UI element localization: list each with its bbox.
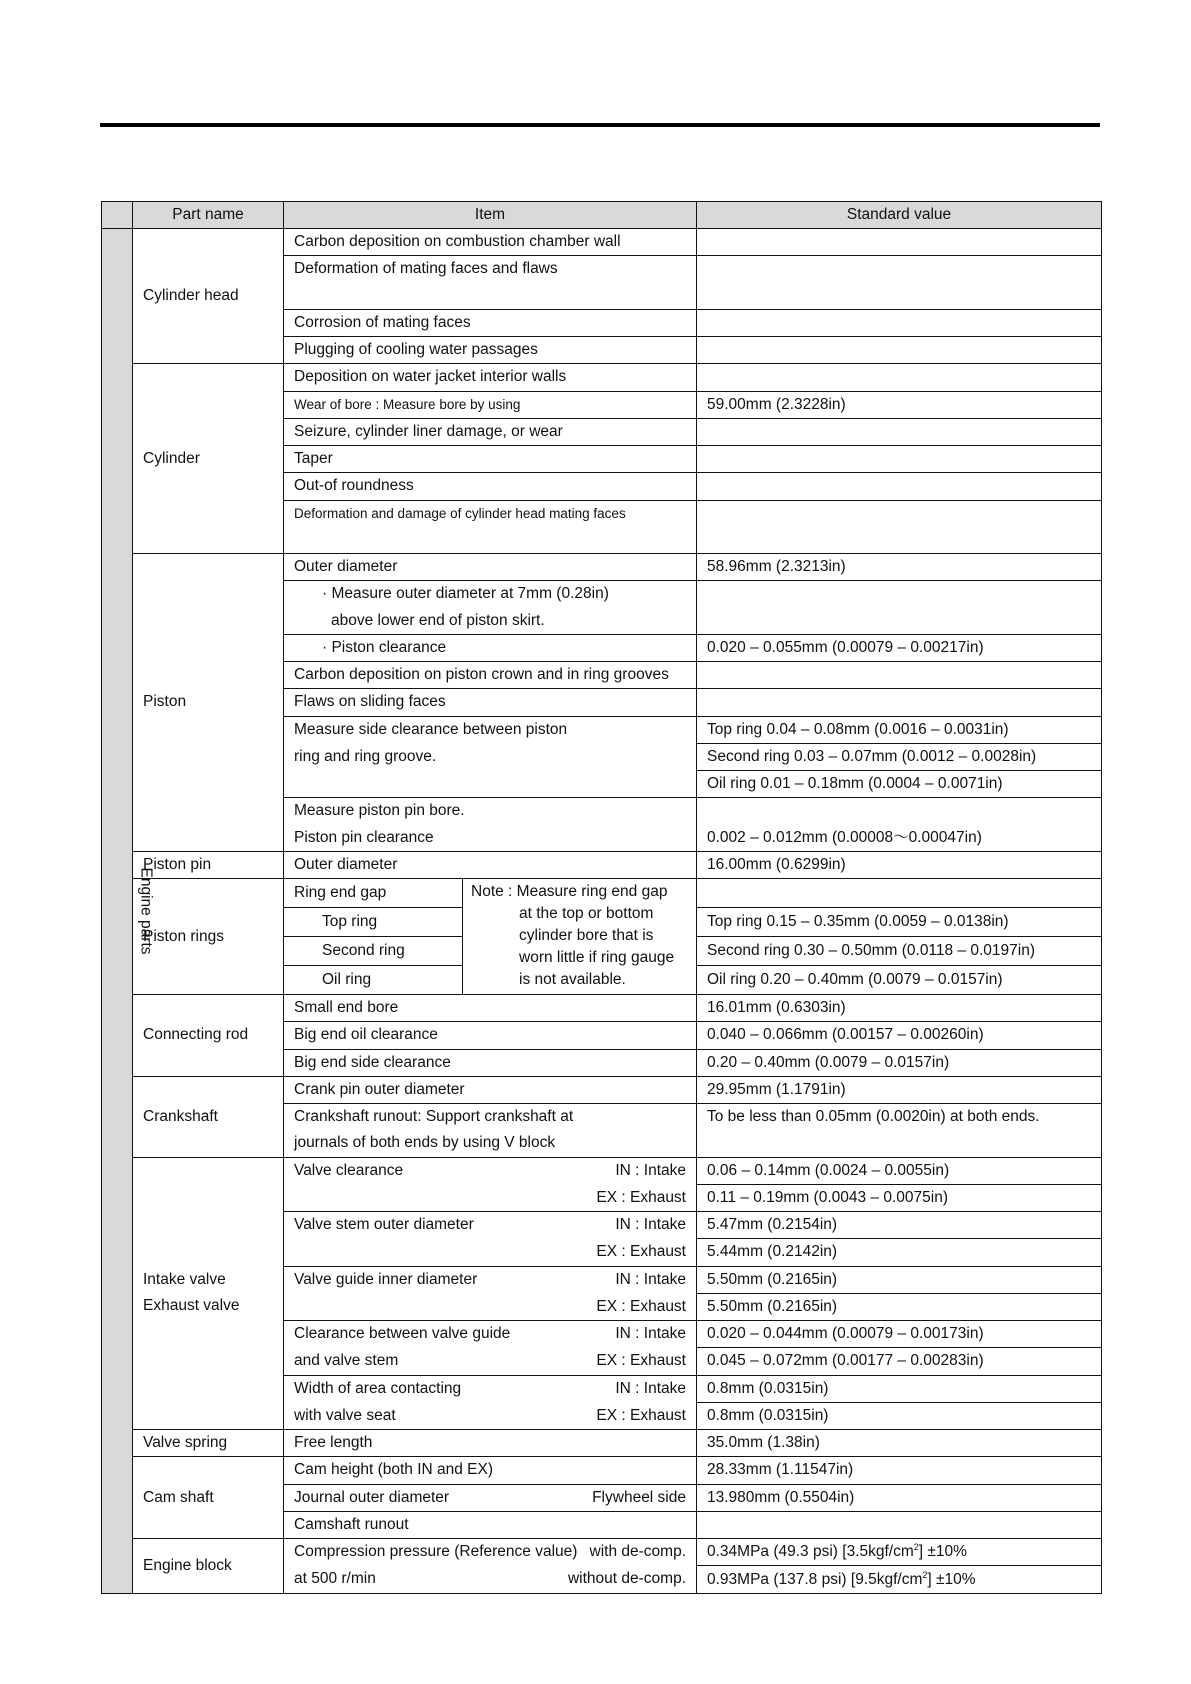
value-cell: 0.20 – 0.40mm (0.0079 – 0.0157in) bbox=[697, 1049, 1102, 1076]
value-text: 0.34MPa (49.3 psi) [3.5kgf/cm bbox=[707, 1543, 914, 1561]
item-cell: Seizure, cylinder liner damage, or wear bbox=[284, 418, 697, 445]
value-text: 0.93MPa (137.8 psi) [9.5kgf/cm bbox=[707, 1570, 923, 1588]
intake-label: IN : Intake bbox=[615, 1216, 686, 1234]
table-row bbox=[102, 364, 1102, 391]
item-cell: Wear of bore : Measure bore by using bbox=[284, 391, 697, 418]
item-cell bbox=[284, 527, 697, 554]
item-cell: Measure piston pin bore. bbox=[284, 798, 697, 825]
value-cell bbox=[697, 879, 1102, 908]
value-cell: 5.50mm (0.2165in) bbox=[697, 1293, 1102, 1320]
value-cell: 13.980mm (0.5504in) bbox=[697, 1484, 1102, 1511]
value-cell: 0.040 – 0.066mm (0.00157 – 0.00260in) bbox=[697, 1022, 1102, 1049]
value-superscript: 2 bbox=[913, 1542, 919, 1553]
value-cell bbox=[697, 309, 1102, 336]
item-cell: Outer diameter bbox=[284, 851, 697, 878]
item-label: and valve stem bbox=[294, 1352, 399, 1370]
item-cell: Measure side clearance between piston bbox=[284, 716, 697, 743]
item-cell: Flaws on sliding faces bbox=[284, 689, 697, 716]
decomp-label: without de-comp. bbox=[567, 1570, 686, 1588]
item-cell: Outer diameter bbox=[284, 554, 697, 581]
value-cell: 0.045 – 0.072mm (0.00177 – 0.00283in) bbox=[697, 1348, 1102, 1375]
value-cell: 29.95mm (1.1791in) bbox=[697, 1076, 1102, 1103]
value-cell: 0.020 – 0.055mm (0.00079 – 0.00217in) bbox=[697, 634, 1102, 661]
item-cell: EX : Exhaust bbox=[284, 1293, 697, 1320]
item-cell: Deposition on water jacket interior walls bbox=[284, 364, 697, 391]
item-cell: EX : Exhaust bbox=[284, 1184, 697, 1211]
item-cell: Corrosion of mating faces bbox=[284, 309, 697, 336]
table-row bbox=[102, 1076, 1102, 1103]
item-cell: Deformation of mating faces and flaws bbox=[284, 256, 697, 283]
item-cell: Crank pin outer diameter bbox=[284, 1076, 697, 1103]
note-head: Note : Measure ring end gap bbox=[471, 883, 668, 900]
value-cell bbox=[697, 1511, 1102, 1538]
part-piston-rings: Piston rings bbox=[133, 879, 284, 995]
item-cell: ring and ring groove. bbox=[284, 743, 697, 770]
table-row bbox=[102, 851, 1102, 878]
item-cell bbox=[284, 1266, 697, 1293]
item-cell bbox=[284, 1321, 697, 1348]
table-row bbox=[102, 1539, 1102, 1566]
value-cell: 0.11 – 0.19mm (0.0043 – 0.0075in) bbox=[697, 1184, 1102, 1211]
item-cell: Second ring bbox=[284, 937, 463, 966]
value-cell bbox=[697, 798, 1102, 825]
item-cell: Cam height (both IN and EX) bbox=[284, 1457, 697, 1484]
value-cell bbox=[697, 446, 1102, 473]
item-cell bbox=[284, 1375, 697, 1402]
value-cell: 59.00mm (2.3228in) bbox=[697, 391, 1102, 418]
value-superscript: 2 bbox=[922, 1569, 928, 1580]
item-label: Valve guide inner diameter bbox=[294, 1270, 478, 1288]
value-cell bbox=[697, 473, 1102, 500]
item-cell: Crankshaft runout: Support crankshaft at bbox=[284, 1104, 697, 1131]
item-cell: Top ring bbox=[284, 908, 463, 937]
item-cell bbox=[284, 1348, 697, 1375]
value-cell bbox=[697, 229, 1102, 256]
item-cell: Piston pin clearance bbox=[284, 825, 697, 852]
item-cell bbox=[284, 1402, 697, 1429]
spec-sheet bbox=[101, 201, 1101, 1594]
table-header-row bbox=[102, 202, 1102, 229]
table-row bbox=[102, 1430, 1102, 1457]
group-label: Engine parts bbox=[137, 867, 155, 955]
header-rule bbox=[100, 123, 1100, 127]
item-cell: above lower end of piston skirt. bbox=[284, 608, 697, 635]
value-cell bbox=[697, 662, 1102, 689]
value-tolerance: ] ±10% bbox=[927, 1570, 976, 1588]
table-row bbox=[102, 554, 1102, 581]
value-cell bbox=[697, 364, 1102, 391]
table-row bbox=[102, 1157, 1102, 1184]
value-cell: 5.50mm (0.2165in) bbox=[697, 1266, 1102, 1293]
part-valve-spring: Valve spring bbox=[133, 1430, 284, 1457]
value-cell: 5.47mm (0.2154in) bbox=[697, 1212, 1102, 1239]
item-cell: Out-of roundness bbox=[284, 473, 697, 500]
value-cell: 16.00mm (0.6299in) bbox=[697, 851, 1102, 878]
value-cell bbox=[697, 418, 1102, 445]
table-row bbox=[102, 995, 1102, 1022]
value-cell bbox=[697, 1539, 1102, 1566]
value-cell: 28.33mm (1.11547in) bbox=[697, 1457, 1102, 1484]
value-cell: 5.44mm (0.2142in) bbox=[697, 1239, 1102, 1266]
table-row bbox=[102, 1457, 1102, 1484]
value-cell: 0.8mm (0.0315in) bbox=[697, 1402, 1102, 1429]
item-cell: Deformation and damage of cylinder head mating faces bbox=[284, 500, 697, 527]
item-cell: Camshaft runout bbox=[284, 1511, 697, 1538]
item-cell bbox=[284, 1539, 697, 1566]
part-cylinder: Cylinder bbox=[133, 364, 284, 554]
item-label: Journal outer diameter bbox=[294, 1488, 450, 1506]
item-cell bbox=[284, 1157, 697, 1184]
exhaust-label: EX : Exhaust bbox=[596, 1352, 686, 1370]
value-cell bbox=[697, 1566, 1102, 1594]
item-cell: Big end oil clearance bbox=[284, 1022, 697, 1049]
item-label: Clearance between valve guide bbox=[294, 1325, 511, 1343]
value-cell: 58.96mm (2.3213in) bbox=[697, 554, 1102, 581]
part-piston-pin: Piston pin bbox=[133, 851, 284, 878]
value-cell bbox=[697, 500, 1102, 554]
item-cell: Taper bbox=[284, 446, 697, 473]
item-label: at 500 r/min bbox=[294, 1570, 376, 1588]
item-cell: · Piston clearance bbox=[284, 634, 697, 661]
item-cell: Ring end gap bbox=[284, 879, 463, 908]
header-standard-value: Standard value bbox=[697, 202, 1102, 229]
value-cell bbox=[697, 689, 1102, 716]
ring-gap-note bbox=[463, 879, 697, 995]
value-cell: 0.06 – 0.14mm (0.0024 – 0.0055in) bbox=[697, 1157, 1102, 1184]
header-blank bbox=[102, 202, 133, 229]
part-crankshaft: Crankshaft bbox=[133, 1076, 284, 1157]
value-cell: Second ring 0.30 – 0.50mm (0.0118 – 0.0197in) bbox=[697, 937, 1102, 966]
item-label: Valve clearance bbox=[294, 1161, 404, 1179]
header-item: Item bbox=[284, 202, 697, 229]
part-intake-valve: Intake valve bbox=[143, 1271, 226, 1289]
item-label: Compression pressure (Reference value) bbox=[294, 1543, 578, 1561]
value-cell bbox=[697, 256, 1102, 310]
item-cell: journals of both ends by using V block bbox=[284, 1130, 697, 1157]
part-cylinder-head: Cylinder head bbox=[133, 229, 284, 364]
item-cell bbox=[284, 1566, 697, 1594]
value-cell: 35.0mm (1.38in) bbox=[697, 1430, 1102, 1457]
value-cell bbox=[697, 1130, 1102, 1157]
part-cam-shaft: Cam shaft bbox=[133, 1457, 284, 1539]
item-cell: Carbon deposition on piston crown and in ring grooves bbox=[284, 662, 697, 689]
item-cell: Carbon deposition on combustion chamber wall bbox=[284, 229, 697, 256]
item-cell: Small end bore bbox=[284, 995, 697, 1022]
value-cell: Second ring 0.03 – 0.07mm (0.0012 – 0.0028in) bbox=[697, 743, 1102, 770]
intake-label: IN : Intake bbox=[615, 1161, 686, 1179]
item-cell bbox=[284, 283, 697, 310]
value-cell: Top ring 0.04 – 0.08mm (0.0016 – 0.0031in) bbox=[697, 716, 1102, 743]
value-cell: 16.01mm (0.6303in) bbox=[697, 995, 1102, 1022]
item-cell bbox=[284, 1484, 697, 1511]
value-cell: To be less than 0.05mm (0.0020in) at both ends. bbox=[697, 1104, 1102, 1131]
item-cell: · Measure outer diameter at 7mm (0.28in) bbox=[284, 581, 697, 608]
group-label-cell bbox=[102, 229, 155, 1594]
part-connecting-rod: Connecting rod bbox=[133, 995, 284, 1077]
value-tolerance: ] ±10% bbox=[918, 1543, 967, 1561]
note-body: at the top or bottom cylinder bore that is worn little if ring gauge is not available. bbox=[519, 905, 675, 988]
value-cell: 0.8mm (0.0315in) bbox=[697, 1375, 1102, 1402]
item-cell: Plugging of cooling water passages bbox=[284, 337, 697, 364]
part-exhaust-valve: Exhaust valve bbox=[143, 1297, 240, 1315]
table-row bbox=[102, 879, 1102, 908]
item-label: with valve seat bbox=[294, 1406, 396, 1424]
flywheel-side-label: Flywheel side bbox=[592, 1488, 686, 1506]
header-part-name: Part name bbox=[133, 202, 284, 229]
part-piston: Piston bbox=[133, 554, 284, 852]
value-cell: Oil ring 0.01 – 0.18mm (0.0004 – 0.0071in) bbox=[697, 771, 1102, 798]
item-label: Width of area contacting bbox=[294, 1379, 462, 1397]
intake-label: IN : Intake bbox=[615, 1325, 686, 1343]
decomp-label: with de-comp. bbox=[589, 1543, 686, 1561]
exhaust-label: EX : Exhaust bbox=[596, 1406, 686, 1424]
item-cell bbox=[284, 771, 697, 798]
value-cell bbox=[697, 337, 1102, 364]
part-valves bbox=[133, 1157, 284, 1430]
value-cell bbox=[697, 581, 1102, 635]
part-engine-block: Engine block bbox=[133, 1539, 284, 1594]
value-cell: 0.020 – 0.044mm (0.00079 – 0.00173in) bbox=[697, 1321, 1102, 1348]
intake-label: IN : Intake bbox=[615, 1270, 686, 1288]
table-row bbox=[102, 229, 1102, 256]
value-cell: Oil ring 0.20 – 0.40mm (0.0079 – 0.0157in) bbox=[697, 966, 1102, 995]
item-label: Valve stem outer diameter bbox=[294, 1216, 474, 1234]
value-cell: 0.002 – 0.012mm (0.00008～0.00047in) bbox=[697, 825, 1102, 852]
value-cell: Top ring 0.15 – 0.35mm (0.0059 – 0.0138in) bbox=[697, 908, 1102, 937]
item-cell bbox=[284, 1212, 697, 1239]
item-cell: Free length bbox=[284, 1430, 697, 1457]
intake-label: IN : Intake bbox=[615, 1379, 686, 1397]
spec-table bbox=[101, 201, 1102, 1594]
item-cell: Oil ring bbox=[284, 966, 463, 995]
item-cell: EX : Exhaust bbox=[284, 1239, 697, 1266]
item-cell: Big end side clearance bbox=[284, 1049, 697, 1076]
